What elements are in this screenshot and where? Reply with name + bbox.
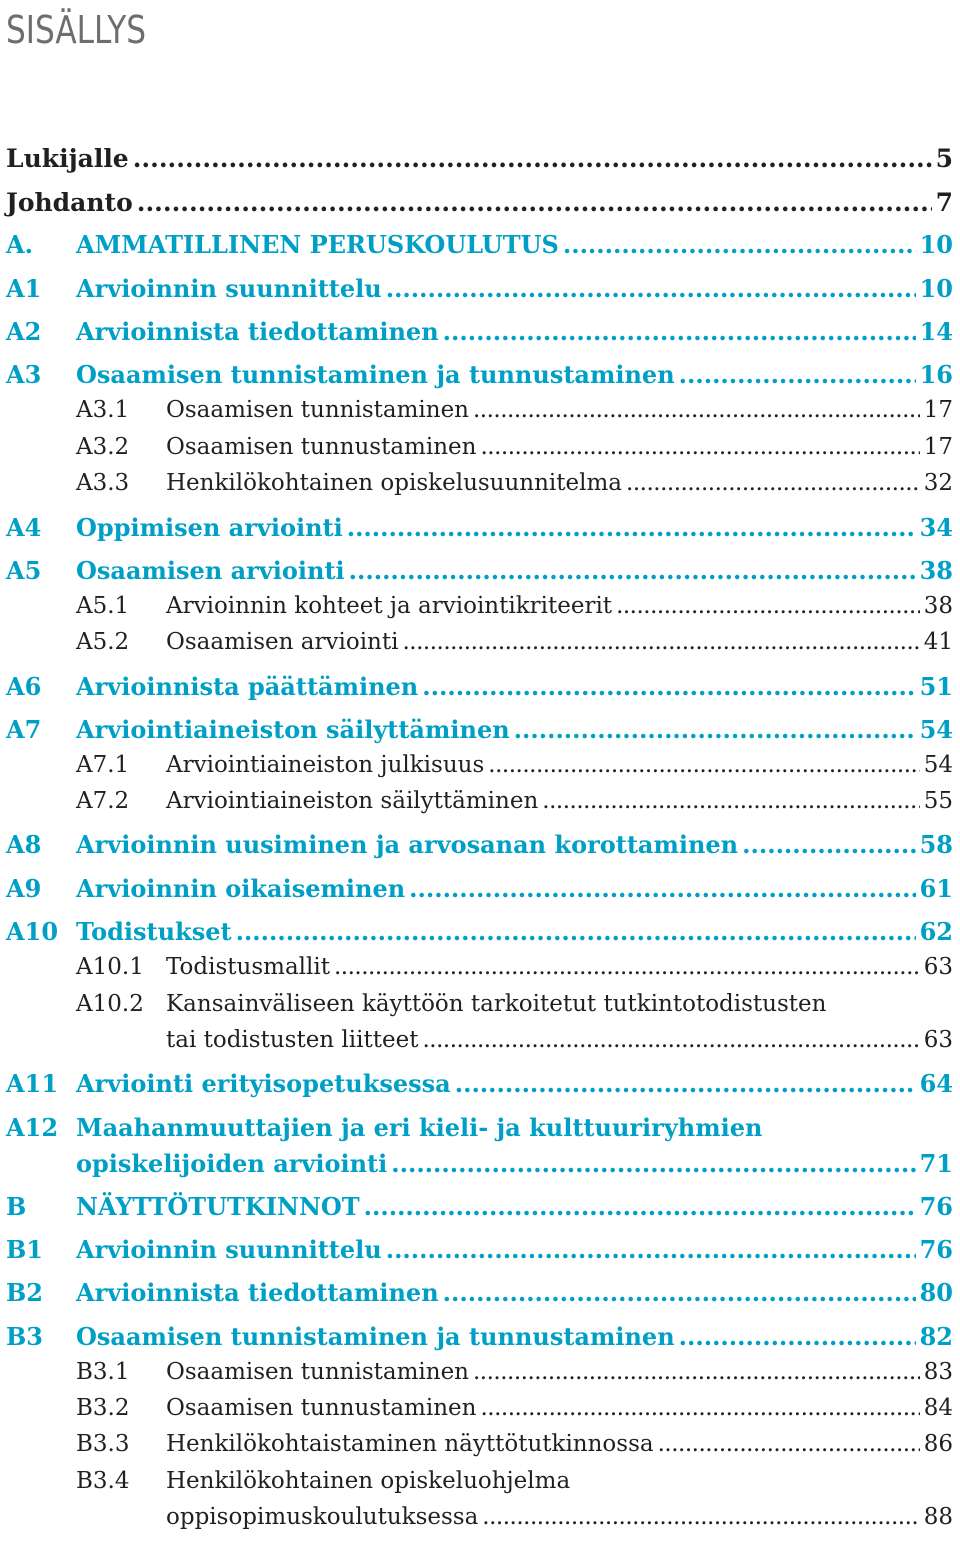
toc-entry-page: 34 xyxy=(919,513,953,542)
toc-entry[interactable] xyxy=(0,1278,960,1317)
toc-entry-page: 80 xyxy=(919,1278,953,1307)
dot-leader xyxy=(473,1361,920,1384)
toc-entry[interactable] xyxy=(0,1069,960,1108)
dot-leader xyxy=(616,595,920,618)
toc-entry[interactable] xyxy=(0,230,960,269)
toc-entry-label: AMMATILLINEN PERUSKOULUTUS xyxy=(76,230,559,259)
toc-entry-page: 54 xyxy=(923,752,953,778)
dot-leader xyxy=(679,1325,916,1349)
toc-entry-page: 14 xyxy=(919,317,953,346)
toc-entry[interactable] xyxy=(0,1235,960,1274)
toc-entry-page: 55 xyxy=(923,788,953,814)
toc-entry-number: A2 xyxy=(6,317,42,346)
toc-entry-label: Henkilökohtainen opiskelusuunnitelma xyxy=(166,470,623,496)
toc-entry[interactable] xyxy=(0,274,960,313)
toc-entry[interactable] xyxy=(0,1029,960,1065)
toc-entry-label: opiskelijoiden arviointi xyxy=(76,1149,388,1178)
toc-entry[interactable] xyxy=(0,715,960,754)
dot-leader xyxy=(334,956,920,979)
toc-entry-label: Oppimisen arviointi xyxy=(76,513,343,542)
toc-entry-number: B xyxy=(6,1192,27,1221)
toc-entry-label: Osaamisen arviointi xyxy=(76,556,345,585)
toc-entry-page: 83 xyxy=(923,1359,953,1385)
toc-entry[interactable] xyxy=(0,1506,960,1542)
page-title: SISÄLLYS xyxy=(6,8,147,52)
toc-entry-number: A3.2 xyxy=(76,434,130,460)
toc-entry-number: A1 xyxy=(6,274,42,303)
toc-entry[interactable] xyxy=(0,672,960,711)
toc-entry-label: Osaamisen tunnistaminen ja tunnustaminen xyxy=(76,1322,675,1351)
toc-entry[interactable] xyxy=(0,1113,960,1152)
toc-entry[interactable] xyxy=(0,1433,960,1469)
dot-leader xyxy=(443,1281,916,1305)
toc-entry-page: 84 xyxy=(923,1395,953,1421)
toc-entry[interactable] xyxy=(0,595,960,631)
dot-leader xyxy=(133,146,932,171)
toc-entry[interactable] xyxy=(0,790,960,826)
toc-entry-page: 17 xyxy=(923,434,953,460)
toc-entry[interactable] xyxy=(0,1149,960,1188)
toc-entry-label: Osaamisen tunnistaminen xyxy=(166,397,469,423)
toc-entry-label: Arvioinnin suunnittelu xyxy=(76,274,382,303)
toc-entry[interactable] xyxy=(0,556,960,595)
dot-leader xyxy=(402,631,919,654)
toc-entry-page: 38 xyxy=(919,556,953,585)
dot-leader xyxy=(443,320,916,344)
toc-entry-number: B3 xyxy=(6,1322,43,1351)
toc-entry-label: Osaamisen tunnistaminen xyxy=(166,1359,469,1385)
toc-entry[interactable] xyxy=(0,956,960,992)
toc-entry-label: Arvioinnista tiedottaminen xyxy=(76,317,439,346)
toc-entry-page: 7 xyxy=(935,188,953,217)
toc-entry[interactable] xyxy=(0,399,960,435)
dot-leader xyxy=(386,1238,916,1262)
dot-leader xyxy=(455,1072,916,1096)
toc-entry-number: A8 xyxy=(6,830,42,859)
toc-entry-label: Arvioinnin kohteet ja arviointikriteerit xyxy=(166,593,613,619)
toc-entry-number: B3.1 xyxy=(76,1359,130,1385)
toc-entry-number: B3.2 xyxy=(76,1395,130,1421)
dot-leader xyxy=(480,436,919,459)
toc-entry[interactable] xyxy=(0,472,960,508)
dot-leader xyxy=(626,472,920,495)
toc-entry-page: 64 xyxy=(919,1069,953,1098)
toc-entry-number: A5 xyxy=(6,556,42,585)
toc-entry[interactable] xyxy=(0,830,960,869)
toc-entry[interactable] xyxy=(0,993,960,1029)
toc-entry-label: Kansainväliseen käyttöön tarkoitetut tutkintotodistusten xyxy=(166,991,827,1017)
toc-entry-page: 16 xyxy=(919,360,953,389)
toc-entry-number: A3 xyxy=(6,360,42,389)
toc-entry[interactable] xyxy=(0,190,960,226)
toc-entry-page: 54 xyxy=(919,715,953,744)
dot-leader xyxy=(473,399,920,422)
toc-entry-number: A7.1 xyxy=(76,752,130,778)
dot-leader xyxy=(364,1195,916,1219)
toc-entry-page: 82 xyxy=(919,1322,953,1351)
toc-entry-label: Arvioinnin uusiminen ja arvosanan korottaminen xyxy=(76,830,739,859)
toc-entry-label: Arvioinnista päättäminen xyxy=(76,672,419,701)
toc-entry-number: B1 xyxy=(6,1235,43,1264)
toc-entry-page: 86 xyxy=(923,1431,953,1457)
toc-entry-label: Arvioinnin suunnittelu xyxy=(76,1235,382,1264)
toc-entry-label: Arviointiaineiston säilyttäminen xyxy=(166,788,539,814)
toc-entry-page: 61 xyxy=(919,874,953,903)
toc-entry[interactable] xyxy=(0,1397,960,1433)
dot-leader xyxy=(422,1029,919,1052)
dot-leader xyxy=(386,277,916,301)
toc-entry[interactable] xyxy=(0,513,960,552)
toc-entry-page: 76 xyxy=(919,1235,953,1264)
toc-entry-label: tai todistusten liitteet xyxy=(166,1027,419,1053)
toc-entry-number: A4 xyxy=(6,513,42,542)
toc-entry[interactable] xyxy=(0,1470,960,1506)
dot-leader xyxy=(422,675,915,699)
toc-entry-label: Osaamisen tunnustaminen xyxy=(166,434,477,460)
toc-entry-number: A9 xyxy=(6,874,42,903)
toc-entry-page: 10 xyxy=(919,274,953,303)
toc-entry-label: Johdanto xyxy=(6,188,133,217)
toc-entry[interactable] xyxy=(0,874,960,913)
toc-entry[interactable] xyxy=(0,1192,960,1231)
dot-leader xyxy=(391,1152,915,1176)
toc-entry-label: Arviointiaineiston säilyttäminen xyxy=(76,715,510,744)
dot-leader xyxy=(137,190,932,215)
toc-entry[interactable] xyxy=(0,146,960,182)
toc-entry-number: A5.2 xyxy=(76,629,130,655)
dot-leader xyxy=(409,877,915,901)
toc-entry-label: Maahanmuuttajien ja eri kieli- ja kulttuuriryhmien xyxy=(76,1113,763,1142)
toc-entry-page: 10 xyxy=(919,230,953,259)
toc-entry-page: 76 xyxy=(919,1192,953,1221)
toc-entry-page: 71 xyxy=(919,1149,953,1178)
toc-entry-page: 5 xyxy=(935,144,953,173)
toc-entry[interactable] xyxy=(0,436,960,472)
toc-entry[interactable] xyxy=(0,317,960,356)
dot-leader xyxy=(658,1433,920,1456)
toc-entry[interactable] xyxy=(0,1361,960,1397)
dot-leader xyxy=(679,363,916,387)
dot-leader xyxy=(563,233,916,257)
toc-entry-label: Henkilökohtaistaminen näyttötutkinnossa xyxy=(166,1431,654,1457)
toc-entry-label: Lukijalle xyxy=(6,144,129,173)
toc-entry-page: 17 xyxy=(923,397,953,423)
dot-leader xyxy=(742,833,915,857)
toc-entry-number: A12 xyxy=(6,1113,59,1142)
toc-entry-number: A. xyxy=(6,230,33,259)
toc-entry-number: A5.1 xyxy=(76,593,130,619)
toc-entry[interactable] xyxy=(0,1322,960,1361)
toc-entry-label: Todistusmallit xyxy=(166,954,330,980)
toc-entry-number: A6 xyxy=(6,672,42,701)
toc-entry[interactable] xyxy=(0,917,960,956)
toc-entry-number: A3.1 xyxy=(76,397,130,423)
toc-entry-label: Todistukset xyxy=(76,917,232,946)
toc-entry-label: Arvioinnista tiedottaminen xyxy=(76,1278,439,1307)
dot-leader xyxy=(480,1397,919,1420)
toc-entry-page: 88 xyxy=(923,1504,953,1530)
toc-entry-label: Arvioinnin oikaiseminen xyxy=(76,874,406,903)
toc-entry-label: Arviointi erityisopetuksessa xyxy=(76,1069,451,1098)
toc-entry-number: A10 xyxy=(6,917,59,946)
dot-leader xyxy=(349,559,916,583)
toc-entry-label: oppisopimuskoulutuksessa xyxy=(166,1504,479,1530)
toc-entry-page: 32 xyxy=(923,470,953,496)
toc-entry-page: 41 xyxy=(923,629,953,655)
toc-entry[interactable] xyxy=(0,360,960,399)
toc-entry-number: B3.3 xyxy=(76,1431,130,1457)
toc-entry-label: Henkilökohtainen opiskeluohjelma xyxy=(166,1468,571,1494)
dot-leader xyxy=(514,718,916,742)
dot-leader xyxy=(482,1506,919,1529)
toc-entry-page: 62 xyxy=(919,917,953,946)
dot-leader xyxy=(488,754,919,777)
toc-entry-number: A7.2 xyxy=(76,788,130,814)
dot-leader xyxy=(236,920,916,944)
toc-entry-page: 38 xyxy=(923,593,953,619)
toc-entry-page: 63 xyxy=(923,1027,953,1053)
dot-leader xyxy=(347,516,916,540)
toc-entry-label: Arviointiaineiston julkisuus xyxy=(166,752,485,778)
toc-entry-number: B3.4 xyxy=(76,1468,130,1494)
toc-entry-number: A10.2 xyxy=(76,991,144,1017)
toc-entry-number: A7 xyxy=(6,715,42,744)
toc-entry-label: NÄYTTÖTUTKINNOT xyxy=(76,1192,360,1221)
toc-entry-label: Osaamisen arviointi xyxy=(166,629,399,655)
toc-entry-label: Osaamisen tunnustaminen xyxy=(166,1395,477,1421)
toc-entry[interactable] xyxy=(0,754,960,790)
toc-entry-number: A10.1 xyxy=(76,954,144,980)
toc-entry-number: A3.3 xyxy=(76,470,130,496)
toc-entry-page: 51 xyxy=(919,672,953,701)
toc-entry-page: 63 xyxy=(923,954,953,980)
dot-leader xyxy=(542,790,919,813)
toc-entry-label: Osaamisen tunnistaminen ja tunnustaminen xyxy=(76,360,675,389)
toc-entry[interactable] xyxy=(0,631,960,667)
toc-entry-number: A11 xyxy=(6,1069,59,1098)
toc-entry-number: B2 xyxy=(6,1278,43,1307)
toc-entry-page: 58 xyxy=(919,830,953,859)
